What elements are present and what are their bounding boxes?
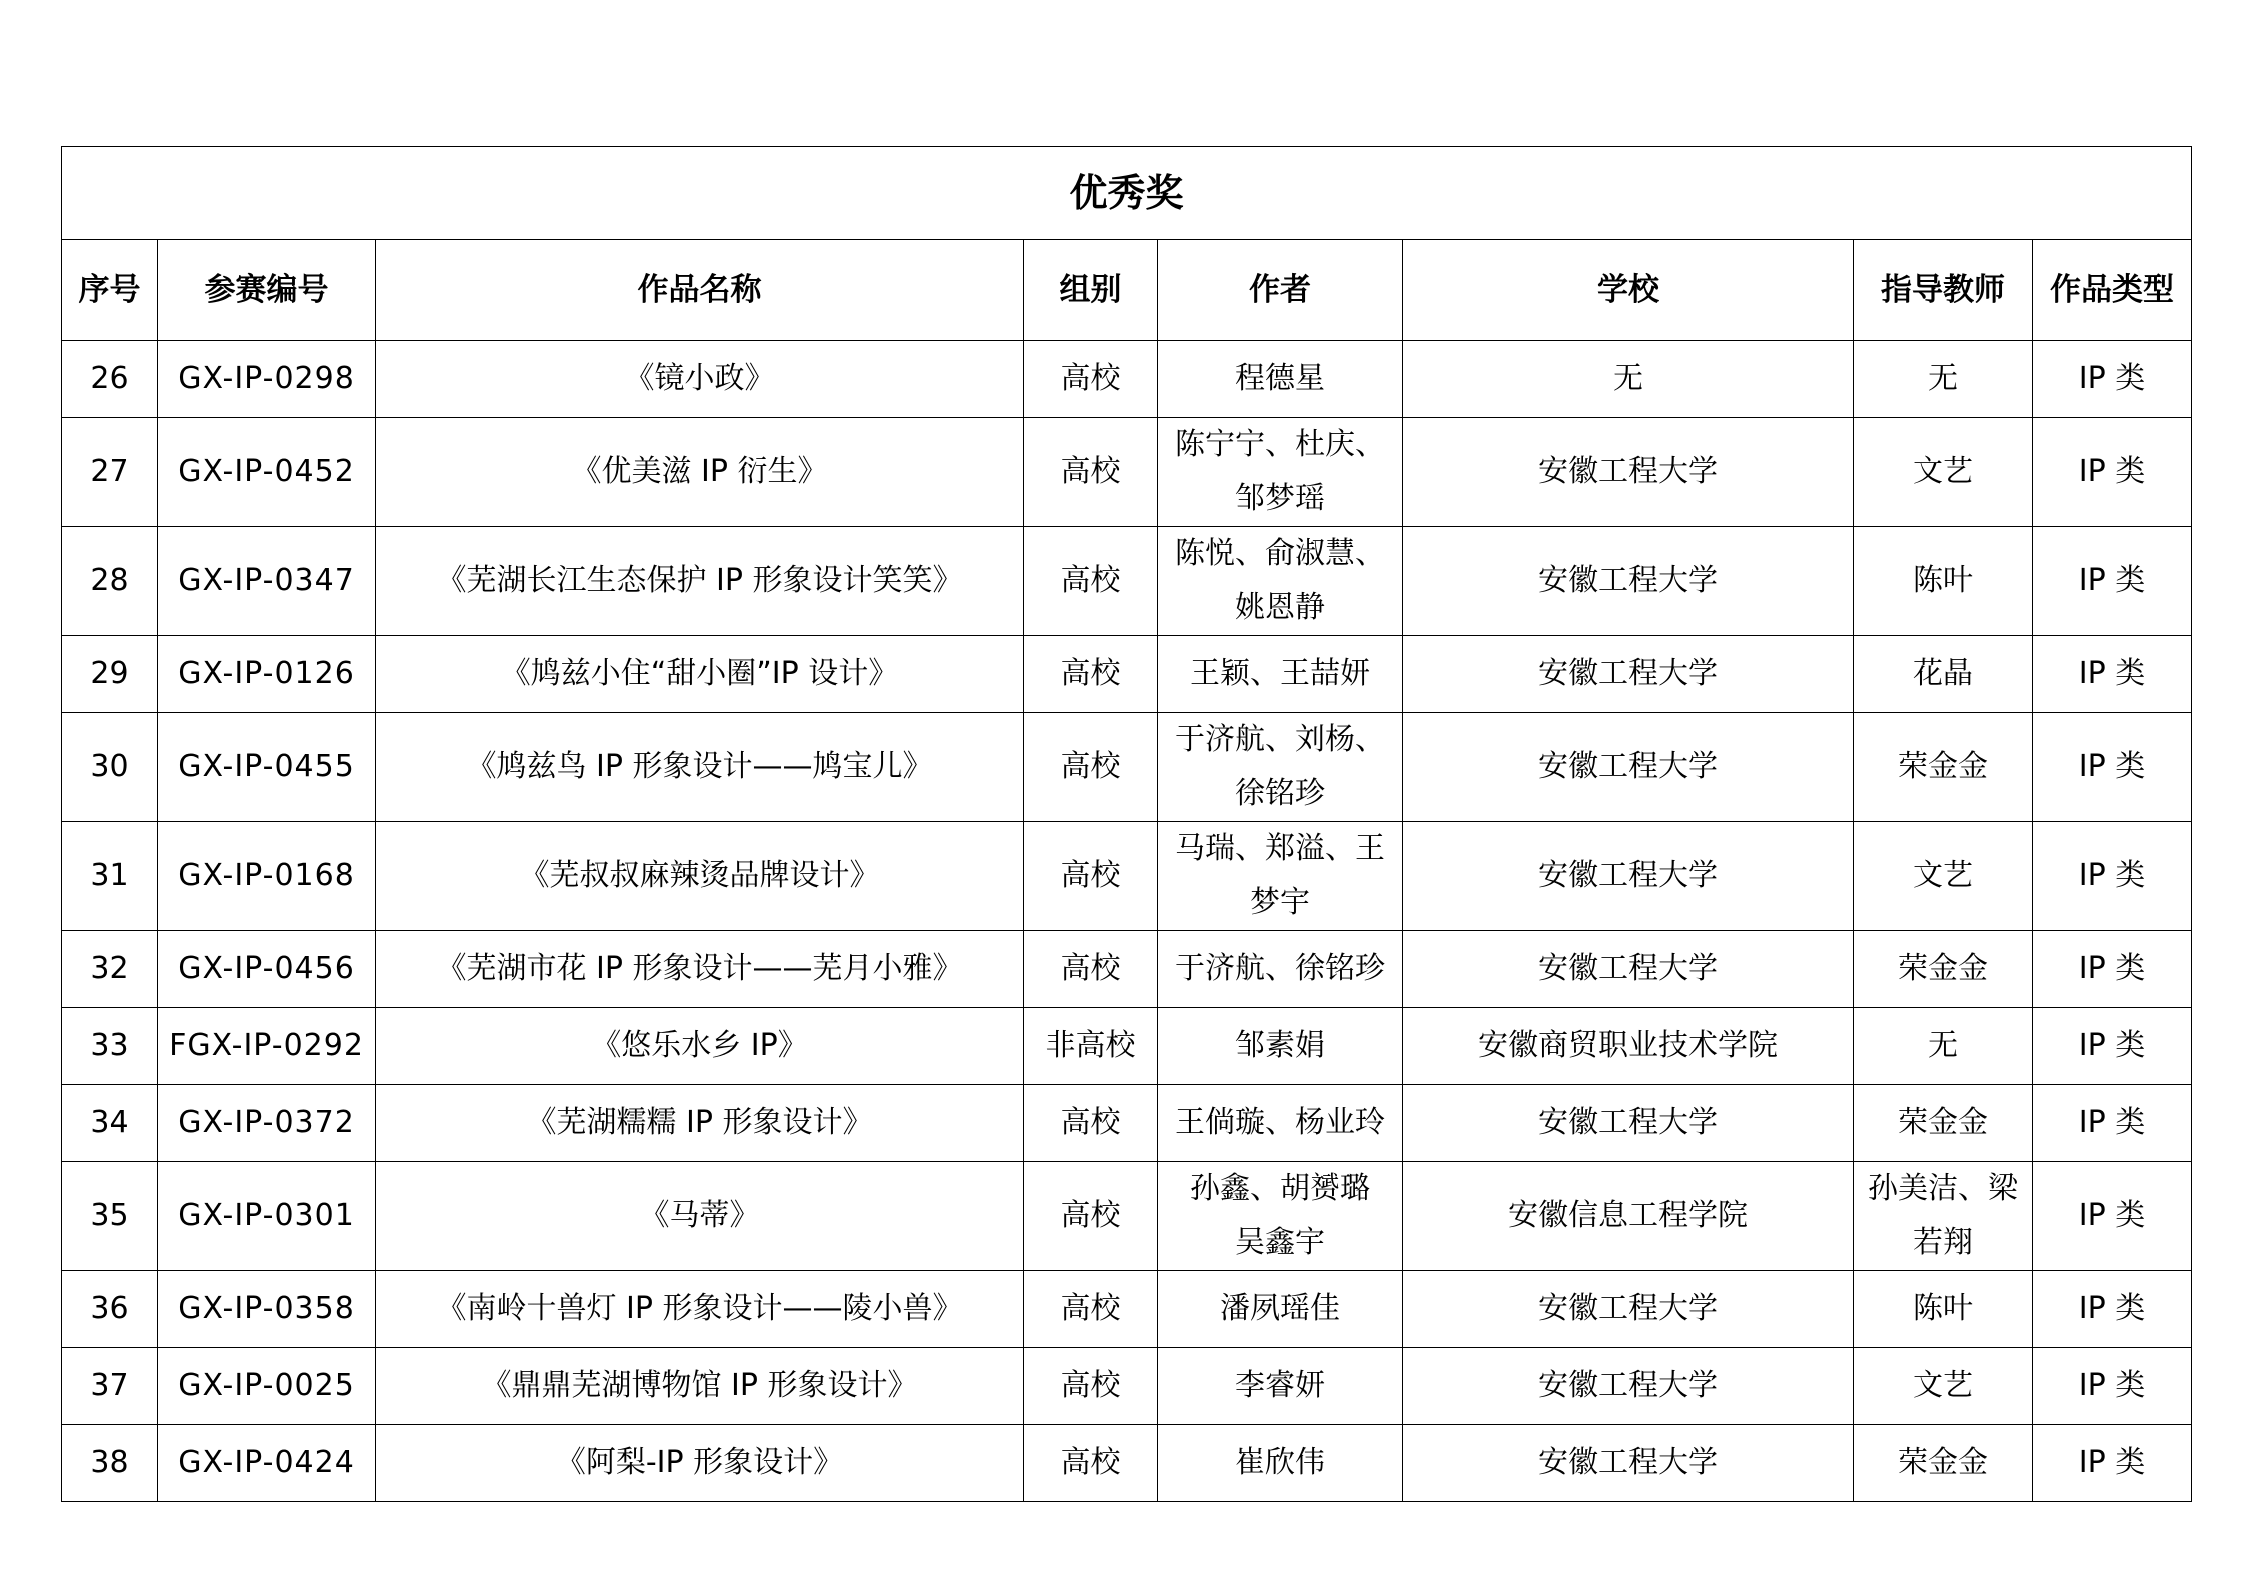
table-row (62, 822, 2192, 931)
cell-index: 26 (62, 341, 158, 418)
cell-author-line: 于济航、徐铭珍 (1175, 951, 1385, 986)
cell-code: GX-IP-0168 (158, 822, 376, 931)
cell-teacher-line: 无 (1928, 1028, 1958, 1063)
cell-school: 安徽商贸职业技术学院 (1403, 1008, 1854, 1085)
cell-work: 《芜湖糯糯 IP 形象设计》 (376, 1085, 1024, 1162)
cell-author-line: 于济航、刘杨、 (1175, 722, 1385, 757)
cell-author (1158, 341, 1403, 418)
table-row (62, 1008, 2192, 1085)
cell-author (1158, 636, 1403, 713)
cell-group: 高校 (1024, 1085, 1158, 1162)
cell-index: 38 (62, 1425, 158, 1502)
cell-teacher-line: 文艺 (1913, 1368, 1973, 1403)
cell-school: 安徽工程大学 (1403, 527, 1854, 636)
header-work: 作品名称 (376, 240, 1024, 341)
header-group: 组别 (1024, 240, 1158, 341)
cell-group: 高校 (1024, 1162, 1158, 1271)
cell-author-line: 吴鑫宇 (1235, 1225, 1325, 1260)
cell-author (1158, 1008, 1403, 1085)
table-row (62, 418, 2192, 527)
cell-teacher-line: 荣金金 (1898, 1445, 1988, 1480)
table-row (62, 1085, 2192, 1162)
cell-type: IP 类 (2033, 1425, 2192, 1502)
cell-school: 安徽信息工程学院 (1403, 1162, 1854, 1271)
cell-teacher (1854, 1008, 2033, 1085)
table-row (62, 931, 2192, 1008)
header-teacher: 指导教师 (1854, 240, 2033, 341)
cell-school: 安徽工程大学 (1403, 1425, 1854, 1502)
cell-work: 《芜叔叔麻辣烫品牌设计》 (376, 822, 1024, 931)
cell-type: IP 类 (2033, 341, 2192, 418)
cell-code: GX-IP-0347 (158, 527, 376, 636)
cell-code: GX-IP-0126 (158, 636, 376, 713)
cell-type: IP 类 (2033, 636, 2192, 713)
cell-author (1158, 418, 1403, 527)
header-row (62, 240, 2192, 341)
cell-author-line: 崔欣伟 (1235, 1445, 1325, 1480)
cell-school: 安徽工程大学 (1403, 1348, 1854, 1425)
cell-teacher-line: 文艺 (1913, 454, 1973, 489)
cell-type: IP 类 (2033, 1085, 2192, 1162)
cell-teacher (1854, 1271, 2033, 1348)
table-body (62, 341, 2192, 1502)
cell-teacher (1854, 341, 2033, 418)
cell-group: 高校 (1024, 931, 1158, 1008)
cell-index: 29 (62, 636, 158, 713)
cell-teacher-line: 文艺 (1913, 858, 1973, 893)
cell-teacher (1854, 1348, 2033, 1425)
cell-index: 33 (62, 1008, 158, 1085)
cell-author (1158, 1085, 1403, 1162)
cell-group: 高校 (1024, 527, 1158, 636)
cell-index: 27 (62, 418, 158, 527)
cell-index: 35 (62, 1162, 158, 1271)
cell-author-line: 王颖、王喆妍 (1190, 656, 1370, 691)
cell-author-line: 程德星 (1235, 361, 1325, 396)
cell-type: IP 类 (2033, 713, 2192, 822)
cell-school: 安徽工程大学 (1403, 1085, 1854, 1162)
cell-author-line: 陈宁宁、杜庆、 (1175, 427, 1385, 462)
cell-teacher (1854, 418, 2033, 527)
header-school: 学校 (1403, 240, 1854, 341)
cell-author (1158, 527, 1403, 636)
cell-school: 安徽工程大学 (1403, 822, 1854, 931)
cell-code: GX-IP-0025 (158, 1348, 376, 1425)
cell-index: 31 (62, 822, 158, 931)
cell-type: IP 类 (2033, 931, 2192, 1008)
cell-teacher-line: 荣金金 (1898, 749, 1988, 784)
cell-teacher-line: 陈叶 (1913, 563, 1973, 598)
cell-author (1158, 931, 1403, 1008)
table-row (62, 1425, 2192, 1502)
cell-index: 28 (62, 527, 158, 636)
cell-work: 《鸠兹鸟 IP 形象设计——鸠宝儿》 (376, 713, 1024, 822)
cell-type: IP 类 (2033, 527, 2192, 636)
header-code: 参赛编号 (158, 240, 376, 341)
cell-group: 高校 (1024, 713, 1158, 822)
table-row (62, 527, 2192, 636)
cell-code: GX-IP-0298 (158, 341, 376, 418)
cell-work: 《马蒂》 (376, 1162, 1024, 1271)
cell-group: 高校 (1024, 341, 1158, 418)
cell-author (1158, 1162, 1403, 1271)
cell-work: 《镜小政》 (376, 341, 1024, 418)
cell-work: 《芜湖市花 IP 形象设计——芜月小雅》 (376, 931, 1024, 1008)
cell-group: 高校 (1024, 1271, 1158, 1348)
cell-school: 安徽工程大学 (1403, 931, 1854, 1008)
table-row (62, 636, 2192, 713)
cell-teacher-line: 陈叶 (1913, 1291, 1973, 1326)
cell-index: 30 (62, 713, 158, 822)
cell-work: 《悠乐水乡 IP》 (376, 1008, 1024, 1085)
table-row (62, 713, 2192, 822)
table-row (62, 1162, 2192, 1271)
cell-author (1158, 1348, 1403, 1425)
table-title: 优秀奖 (62, 147, 2192, 240)
cell-group: 高校 (1024, 1348, 1158, 1425)
cell-work: 《阿梨-IP 形象设计》 (376, 1425, 1024, 1502)
cell-code: FGX-IP-0292 (158, 1008, 376, 1085)
cell-teacher (1854, 1162, 2033, 1271)
cell-teacher (1854, 713, 2033, 822)
cell-type: IP 类 (2033, 1162, 2192, 1271)
cell-group: 非高校 (1024, 1008, 1158, 1085)
table-row (62, 341, 2192, 418)
cell-group: 高校 (1024, 636, 1158, 713)
cell-work: 《芜湖长江生态保护 IP 形象设计笑笑》 (376, 527, 1024, 636)
cell-group: 高校 (1024, 418, 1158, 527)
cell-code: GX-IP-0456 (158, 931, 376, 1008)
cell-type: IP 类 (2033, 822, 2192, 931)
cell-author-line: 李睿妍 (1235, 1368, 1325, 1403)
cell-group: 高校 (1024, 1425, 1158, 1502)
cell-type: IP 类 (2033, 1008, 2192, 1085)
cell-author-line: 邹梦瑶 (1235, 481, 1325, 516)
cell-code: GX-IP-0372 (158, 1085, 376, 1162)
cell-teacher-line: 花晶 (1913, 656, 1973, 691)
cell-author-line: 潘夙瑶佳 (1220, 1291, 1340, 1326)
cell-teacher-line: 孙美洁、梁 (1868, 1171, 2018, 1206)
cell-school: 安徽工程大学 (1403, 418, 1854, 527)
cell-teacher (1854, 822, 2033, 931)
cell-teacher-line: 荣金金 (1898, 951, 1988, 986)
cell-teacher-line: 无 (1928, 361, 1958, 396)
header-author: 作者 (1158, 240, 1403, 341)
cell-teacher (1854, 636, 2033, 713)
cell-index: 37 (62, 1348, 158, 1425)
cell-type: IP 类 (2033, 1348, 2192, 1425)
cell-author-line: 邹素娟 (1235, 1028, 1325, 1063)
cell-teacher-line: 若翔 (1913, 1225, 1973, 1260)
cell-group: 高校 (1024, 822, 1158, 931)
award-table (61, 146, 2192, 1502)
cell-author (1158, 1425, 1403, 1502)
cell-work: 《鼎鼎芜湖博物馆 IP 形象设计》 (376, 1348, 1024, 1425)
cell-code: GX-IP-0455 (158, 713, 376, 822)
cell-author-line: 徐铭珍 (1235, 776, 1325, 811)
cell-code: GX-IP-0424 (158, 1425, 376, 1502)
cell-type: IP 类 (2033, 418, 2192, 527)
table-row (62, 1348, 2192, 1425)
cell-author-line: 姚恩静 (1235, 590, 1325, 625)
cell-index: 34 (62, 1085, 158, 1162)
cell-code: GX-IP-0301 (158, 1162, 376, 1271)
table-row (62, 1271, 2192, 1348)
cell-code: GX-IP-0358 (158, 1271, 376, 1348)
cell-teacher-line: 荣金金 (1898, 1105, 1988, 1140)
cell-work: 《南岭十兽灯 IP 形象设计——陵小兽》 (376, 1271, 1024, 1348)
cell-code: GX-IP-0452 (158, 418, 376, 527)
cell-author-line: 王倘璇、杨业玲 (1175, 1105, 1385, 1140)
cell-author-line: 马瑞、郑溢、王 (1175, 831, 1385, 866)
cell-teacher (1854, 931, 2033, 1008)
cell-author-line: 孙鑫、胡赟璐 (1190, 1171, 1370, 1206)
cell-teacher (1854, 527, 2033, 636)
header-type: 作品类型 (2033, 240, 2192, 341)
header-index: 序号 (62, 240, 158, 341)
cell-author (1158, 822, 1403, 931)
cell-author (1158, 713, 1403, 822)
cell-teacher (1854, 1425, 2033, 1502)
cell-index: 36 (62, 1271, 158, 1348)
cell-author (1158, 1271, 1403, 1348)
cell-index: 32 (62, 931, 158, 1008)
cell-school: 无 (1403, 341, 1854, 418)
cell-work: 《优美滋 IP 衍生》 (376, 418, 1024, 527)
cell-school: 安徽工程大学 (1403, 1271, 1854, 1348)
cell-teacher (1854, 1085, 2033, 1162)
cell-school: 安徽工程大学 (1403, 713, 1854, 822)
cell-school: 安徽工程大学 (1403, 636, 1854, 713)
cell-author-line: 陈悦、俞淑慧、 (1175, 536, 1385, 571)
cell-author-line: 梦宇 (1250, 885, 1310, 920)
cell-work: 《鸠兹小住“甜小圈”IP 设计》 (376, 636, 1024, 713)
cell-type: IP 类 (2033, 1271, 2192, 1348)
